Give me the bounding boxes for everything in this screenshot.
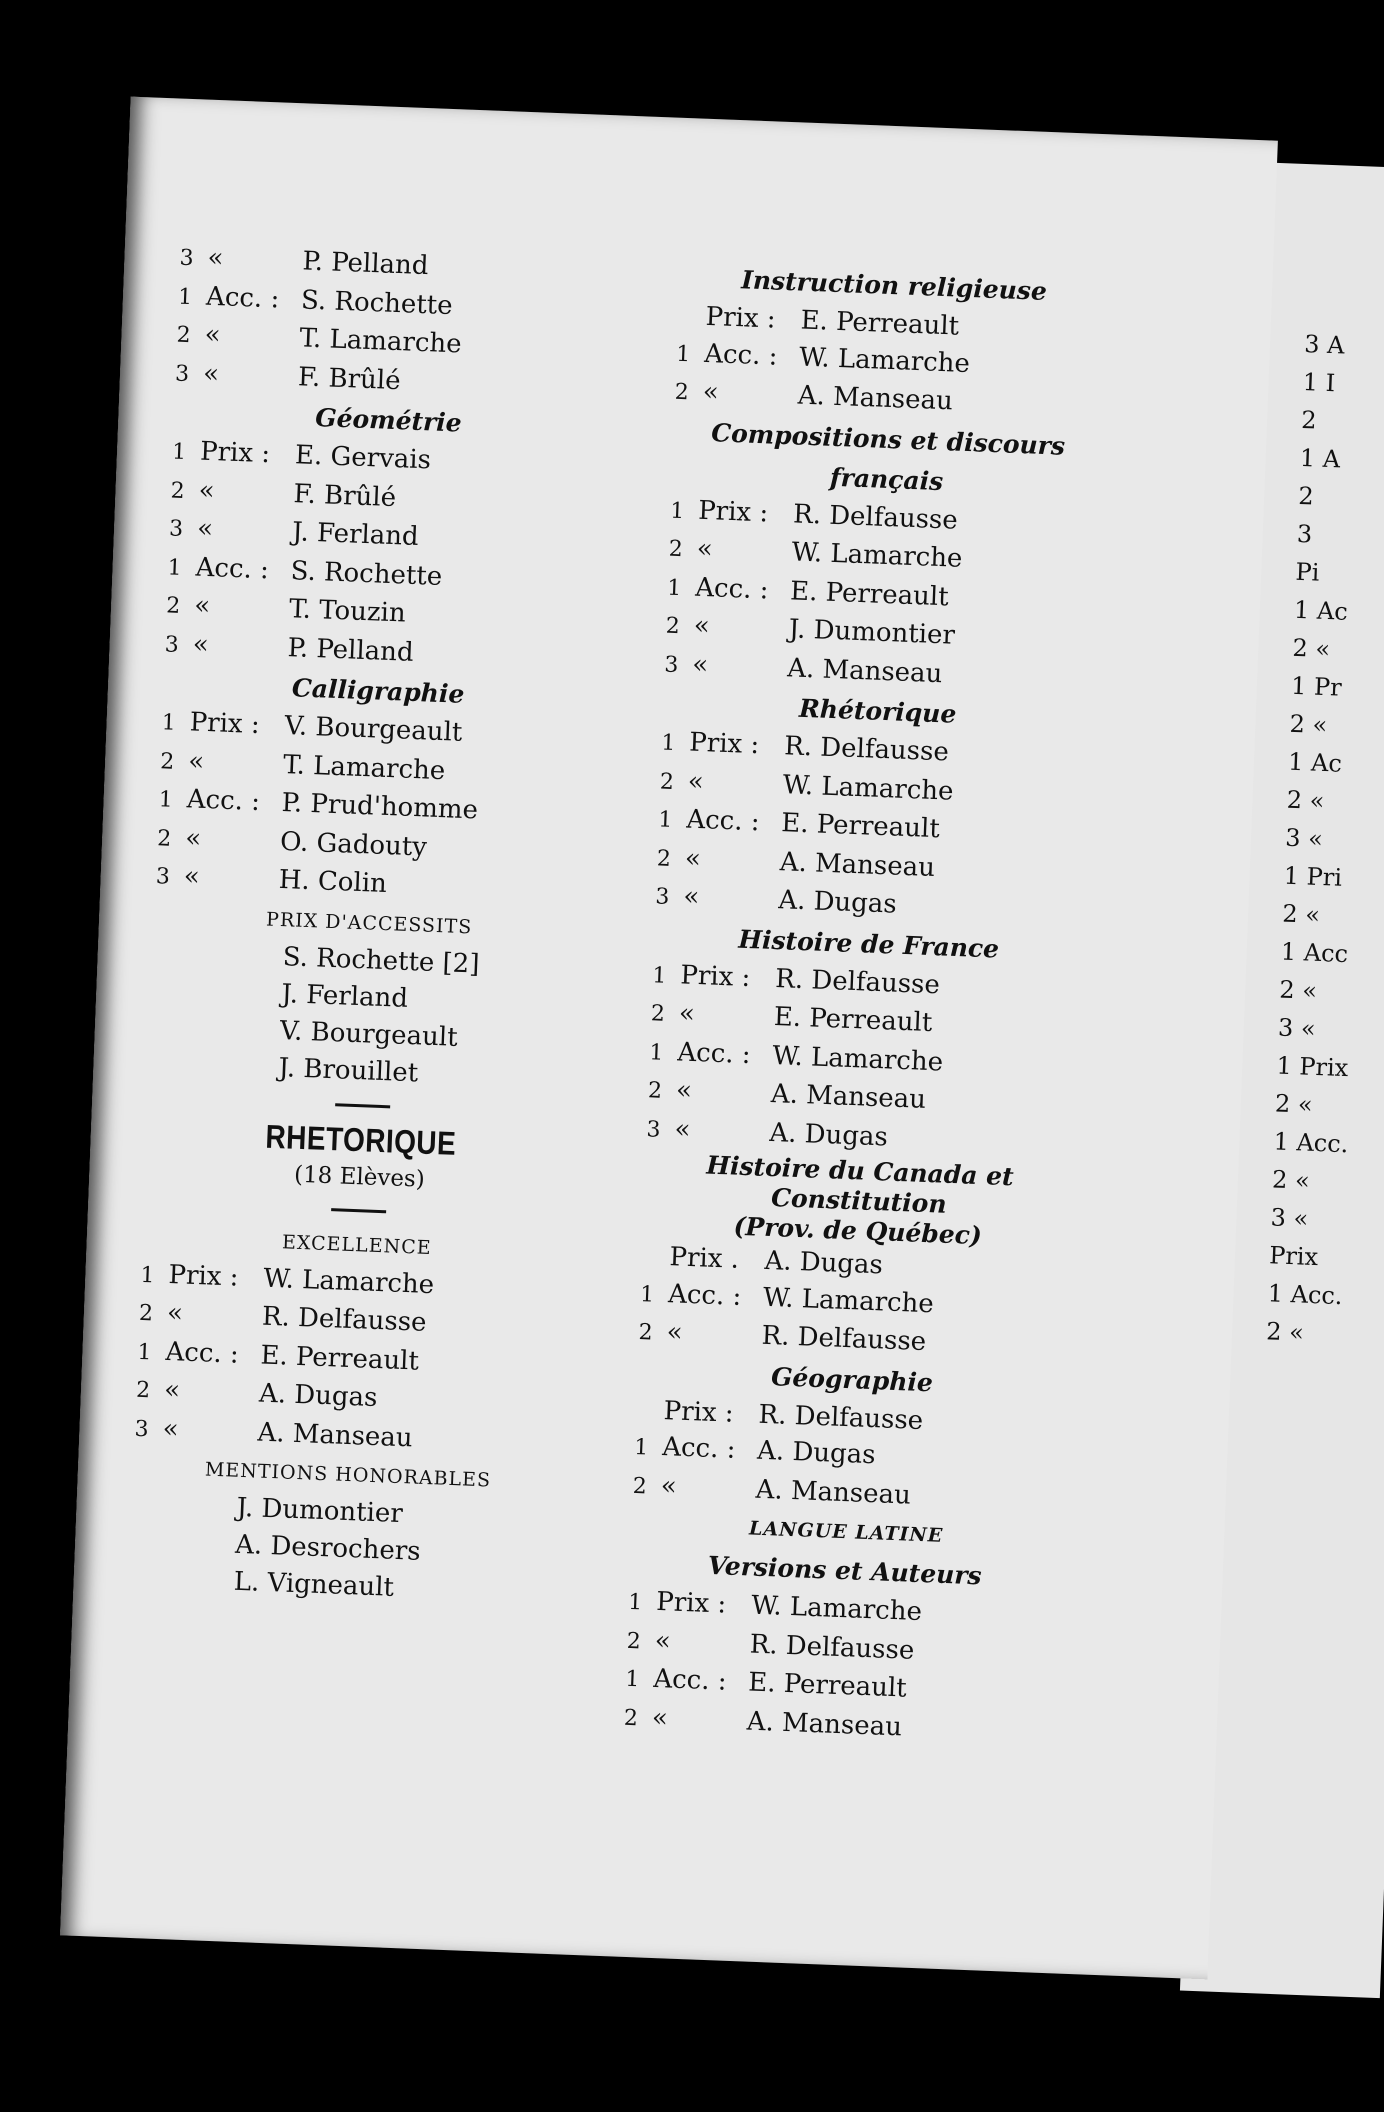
student-name: T. Lamarche	[282, 749, 446, 786]
facing-page-fragment: 1 A	[1299, 443, 1341, 474]
student-name: A. Dugas	[777, 885, 898, 920]
rank-number: 1	[675, 341, 691, 367]
rank-number: 1	[627, 1589, 643, 1616]
prize-type: «	[196, 513, 214, 545]
rank-number: 1	[633, 1434, 649, 1461]
facing-page-fragment: 1 Pr	[1290, 671, 1343, 702]
prize-type: Prix :	[167, 1259, 240, 1293]
rank-number: 1	[137, 1339, 153, 1365]
facing-page-fragment: 3 A	[1303, 329, 1346, 360]
class-title: RHETORIQUE	[264, 1117, 457, 1162]
facing-page-fragment: Prix	[1268, 1241, 1319, 1272]
prize-type: «	[162, 1413, 180, 1444]
rank-number: 1	[140, 1262, 155, 1288]
prize-type: «	[207, 242, 225, 274]
rank-number: 2	[659, 768, 675, 795]
student-name: A. Dugas	[763, 1245, 884, 1281]
facing-page-fragment: 2	[1300, 405, 1318, 435]
prize-type: «	[673, 1113, 692, 1145]
student-name: F. Brûlé	[293, 478, 397, 513]
prize-type: Prix :	[705, 301, 777, 335]
mentions-list	[128, 1486, 562, 1613]
facing-page-fragment: 2 «	[1292, 633, 1331, 664]
rank-number	[641, 1264, 669, 1265]
facing-page-fragment: 1 Acc.	[1267, 1279, 1344, 1311]
student-name: R. Delfausse	[761, 1320, 927, 1358]
rank-number: 1	[648, 1039, 664, 1066]
prize-type: Acc. :	[685, 804, 761, 838]
student-name: W. Lamarche	[782, 769, 955, 807]
prize-type: «	[166, 1297, 184, 1329]
student-name: E. Gervais	[294, 440, 432, 476]
prize-type: «	[678, 998, 696, 1029]
facing-page-fragment: Pi	[1294, 557, 1320, 587]
prize-type: «	[682, 881, 700, 913]
top-rows	[174, 239, 610, 409]
rhetorique-rows	[655, 724, 1092, 933]
prize-type: «	[654, 1625, 672, 1657]
student-name: A. Dugas	[258, 1378, 378, 1414]
rank-number: 3	[663, 652, 679, 678]
student-name: S. Rochette	[300, 284, 454, 321]
section-heading-langue-latine: LANGUE LATINE	[748, 1517, 944, 1547]
excellence-rows	[134, 1255, 571, 1464]
student-name: P. Pelland	[287, 632, 415, 668]
student-name: E. Perreault	[773, 1002, 933, 1039]
student-name: R. Delfausse	[261, 1301, 428, 1338]
prize-type: «	[192, 628, 210, 660]
rank-number	[635, 1417, 663, 1418]
mentions-heading: MENTIONS HONORABLES	[204, 1458, 492, 1492]
student-name: R. Delfausse	[792, 498, 959, 536]
prize-type: «	[691, 649, 709, 680]
rank-number: 2	[176, 322, 192, 349]
facing-page-fragment: 1 Pri	[1283, 861, 1343, 892]
rank-number: 1	[177, 284, 193, 310]
student-name: A. Manseau	[797, 380, 954, 417]
prize-type: Acc. :	[661, 1432, 737, 1465]
prize-type: Prix :	[199, 436, 271, 470]
student-name: O. Gadouty	[279, 826, 428, 863]
student-name: R. Delfausse	[758, 1399, 924, 1436]
prize-type: Acc. :	[703, 338, 779, 372]
prize-type: Acc. :	[205, 281, 280, 314]
student-name: S. Rochette	[290, 555, 443, 592]
prize-type: Acc. :	[694, 572, 770, 605]
prize-type: Acc. :	[667, 1278, 742, 1312]
prize-type: Prix :	[688, 727, 760, 761]
facing-page-fragment: 2 «	[1281, 899, 1321, 929]
prize-type: «	[660, 1470, 678, 1502]
prize-type: «	[693, 610, 711, 642]
prize-type: «	[651, 1702, 669, 1733]
student-name: E. Perreault	[747, 1667, 908, 1704]
rank-number: 2	[638, 1320, 654, 1346]
histoire-canada-rows	[638, 1238, 1072, 1368]
rank-number: 3	[646, 1116, 661, 1143]
calligraphie-rows	[155, 703, 592, 912]
facing-page-fragment: 2 «	[1289, 709, 1328, 740]
student-name: J. Ferland	[291, 517, 420, 553]
prize-type: «	[202, 358, 220, 389]
prize-type: Prix :	[655, 1586, 727, 1620]
prize-type: «	[204, 319, 222, 351]
student-name: A. Manseau	[755, 1474, 912, 1511]
student-name: A. Manseau	[786, 652, 943, 689]
student-name: W. Lamarche	[750, 1590, 923, 1628]
section-heading-geographie: Géographie	[770, 1361, 934, 1397]
prize-type: Prix .	[669, 1242, 740, 1275]
rank-number: 2	[647, 1078, 663, 1104]
student-name: A. Manseau	[746, 1706, 903, 1742]
prize-type: «	[187, 745, 205, 777]
facing-page-fragment: 2 «	[1265, 1317, 1305, 1347]
student-name: P. Pelland	[301, 246, 430, 282]
student-name: H. Colin	[278, 864, 388, 900]
prize-type: «	[198, 475, 216, 506]
student-name: E. Perreault	[259, 1340, 420, 1377]
excellence-heading: EXCELLENCE	[281, 1230, 433, 1259]
section-subheading-histoire-canada: (Prov. de Québec)	[733, 1211, 983, 1251]
student-name: T. Lamarche	[299, 323, 463, 360]
student-name: W. Lamarche	[791, 537, 963, 574]
rank-number: 1	[158, 787, 174, 813]
prize-type: Acc. :	[195, 551, 270, 585]
prize-type: Prix :	[663, 1395, 735, 1429]
student-name: A. Manseau	[256, 1417, 414, 1453]
rank-number: 1	[666, 575, 682, 601]
student-name: A. Manseau	[779, 846, 936, 883]
prize-type: Acc. :	[676, 1036, 752, 1070]
facing-page-fragment: 3 «	[1277, 1013, 1317, 1043]
student-name: A. Desrochers	[234, 1529, 422, 1567]
rank-number: 1	[161, 710, 177, 736]
student-name: R. Delfausse	[774, 963, 941, 1000]
student-name: A. Dugas	[756, 1435, 877, 1471]
student-name: V. Bourgeault	[284, 711, 463, 748]
accessits-list	[148, 934, 583, 1098]
prize-type: Prix :	[679, 959, 751, 993]
rank-number: 2	[665, 613, 681, 640]
rank-number: 2	[623, 1705, 639, 1731]
facing-page-fragment: 1 Acc.	[1273, 1127, 1349, 1159]
prize-type: Acc. :	[165, 1336, 240, 1370]
histoire-france-rows	[646, 956, 1083, 1165]
rank-number: 2	[650, 1001, 666, 1027]
student-name: A. Dugas	[768, 1117, 889, 1152]
prize-type: Acc. :	[652, 1663, 728, 1697]
student-name: J. Dumontier	[788, 614, 956, 651]
left-column	[128, 239, 610, 1614]
prize-type: Prix :	[697, 495, 769, 528]
student-name: W. Lamarche	[771, 1040, 944, 1078]
rank-number: 3	[168, 516, 184, 542]
right-column	[623, 258, 1109, 1753]
rank-number	[677, 324, 705, 325]
student-name: R. Delfausse	[783, 731, 950, 768]
student-name: S. Rochette [2]	[282, 941, 480, 980]
divider	[331, 1208, 386, 1213]
rank-number: 1	[660, 730, 676, 757]
rank-number: 3	[164, 631, 180, 658]
facing-page-fragment: 2 «	[1274, 1089, 1314, 1119]
rank-number: 2	[170, 477, 186, 504]
geographie-rows	[632, 1392, 1066, 1522]
rank-number: 2	[165, 593, 181, 619]
section-heading-instruction: Instruction religieuse	[740, 265, 1048, 306]
rank-number: 3	[179, 245, 195, 272]
rank-number: 1	[624, 1666, 640, 1693]
facing-page-fragment: 1 I	[1302, 367, 1336, 398]
student-name: P. Prud'homme	[281, 787, 479, 826]
student-name: R. Delfausse	[749, 1629, 915, 1666]
prize-type: «	[666, 1317, 684, 1348]
compositions-rows	[664, 491, 1101, 700]
rank-number: 3	[174, 361, 190, 387]
prize-type: «	[163, 1374, 181, 1406]
section-heading-histoire-france: Histoire de France	[737, 924, 1000, 964]
student-name: A. Manseau	[770, 1078, 927, 1115]
student-name: W. Lamarche	[798, 342, 971, 379]
rank-number: 3	[134, 1416, 150, 1442]
rank-number: 3	[654, 884, 670, 910]
section-heading-compositions: Compositions et discours français	[710, 417, 1066, 496]
rank-number: 3	[155, 864, 171, 890]
student-name: J. Dumontier	[236, 1492, 404, 1530]
facing-page-fragment: 3	[1296, 519, 1313, 549]
student-name: W. Lamarche	[262, 1263, 435, 1300]
facing-page-fragment: 2 «	[1271, 1165, 1311, 1195]
rank-number: 1	[639, 1281, 655, 1308]
student-name: T. Touzin	[288, 594, 407, 629]
student-name: J. Brouillet	[278, 1052, 419, 1088]
rank-number: 2	[156, 825, 172, 852]
rank-number: 2	[656, 845, 672, 872]
section-heading-rhetorique: Rhétorique	[798, 693, 957, 729]
facing-page-fragment: 1 Acc	[1280, 937, 1349, 969]
prize-type: «	[675, 1075, 693, 1106]
rank-number: 2	[135, 1377, 151, 1404]
student-name: E. Perreault	[800, 305, 960, 342]
rank-number: 1	[669, 498, 685, 524]
section-heading-calligraphie: Calligraphie	[291, 673, 465, 709]
rank-number: 2	[674, 379, 690, 406]
facing-page-fragment: 1 Ac	[1287, 747, 1343, 778]
rank-number: 2	[138, 1300, 154, 1327]
rank-number: 1	[167, 554, 183, 581]
rank-number: 2	[159, 748, 175, 775]
prize-type: Acc. :	[186, 784, 261, 818]
prize-type: «	[696, 533, 714, 565]
facing-page-fragment: 2	[1297, 481, 1315, 511]
rank-number: 2	[626, 1628, 642, 1654]
divider	[335, 1103, 390, 1108]
facing-page-fragment: 1 Ac	[1293, 595, 1349, 626]
section-heading-geometrie: Géométrie	[314, 402, 463, 438]
class-subtitle: (18 Elèves)	[293, 1161, 426, 1193]
rank-number: 2	[632, 1473, 648, 1499]
rank-number: 1	[651, 962, 667, 989]
facing-page-fragment: 2 «	[1286, 785, 1325, 816]
student-name: V. Bourgeault	[279, 1015, 459, 1053]
instruction-rows	[674, 298, 1108, 428]
student-name: F. Brûlé	[297, 361, 402, 396]
rank-number: 2	[668, 536, 684, 563]
prize-type: «	[184, 822, 202, 854]
rank-number: 1	[657, 807, 673, 833]
section-heading-histoire-canada: Histoire du Canada et Constitution	[705, 1150, 1015, 1219]
facing-page-fragment: 1 Prix	[1276, 1051, 1349, 1083]
student-name: L. Vigneault	[233, 1566, 395, 1603]
student-name: E. Perreault	[780, 808, 941, 845]
document-page	[60, 97, 1278, 1980]
accessits-heading: PRIX D'ACCESSITS	[265, 907, 473, 938]
facing-page-fragment: 2 «	[1278, 975, 1318, 1005]
rank-number: 1	[171, 439, 187, 466]
student-name: J. Ferland	[280, 978, 409, 1014]
prize-type: «	[702, 376, 720, 408]
facing-page-fragment: 3 «	[1284, 823, 1324, 854]
student-name: W. Lamarche	[762, 1282, 935, 1319]
langue-latine-rows	[623, 1583, 1059, 1753]
prize-type: Prix :	[189, 707, 261, 741]
section-subheading-versions: Versions et Auteurs	[707, 1550, 983, 1591]
prize-type: «	[687, 766, 705, 797]
prize-type: «	[684, 842, 702, 874]
facing-page-fragment: 3 «	[1270, 1203, 1309, 1233]
prize-type: «	[193, 590, 211, 622]
prize-type: «	[183, 861, 201, 892]
student-name: E. Perreault	[789, 575, 950, 612]
geometrie-rows	[164, 433, 603, 680]
